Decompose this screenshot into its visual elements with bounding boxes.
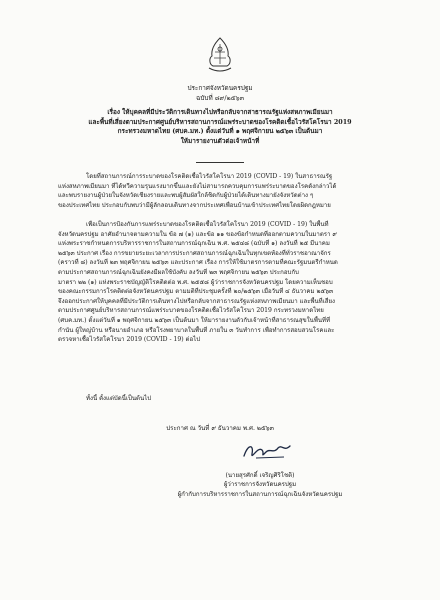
subject-line: กระทรวงมหาดไทย (ศบค.มท.) ตั้งแต่วันที่ ๑ พฤศจิกายน ๒๕๖๓ เป็นต้นมา bbox=[117, 127, 323, 136]
text-line: และพบรายงานผู้ป่วยในจังหวัดเชียงรายและพบผู้สัมผัสใกล้ชิดกับผู้ป่วยได้เดินทางมายังจังหวัดต่าง ๆ bbox=[58, 192, 314, 200]
text-line: โดยที่สถานการณ์การระบาดของโรคติดเชื้อไวรัสโคโรนา 2019 (COVID - 19) ในสาธารณรัฐ bbox=[86, 173, 333, 180]
text-line: ของประเทศไทย ประกอบกับพบว่ามีผู้ลักลอบเดินทางจากประเทศเพื่อนบ้านเข้าประเทศไทยโดยผิดกฎหมาย bbox=[58, 201, 331, 209]
signatory-block bbox=[0, 471, 440, 499]
text-line: ๒๕๖๓ ประกาศ เรื่อง การขยายระยะเวลาการประกาศสถานการณ์ฉุกเฉินในทุกเขตท้องที่ทั่วราชอาณาจักร bbox=[58, 249, 331, 257]
signatory-title: ผู้ว่าราชการจังหวัดนครปฐม bbox=[223, 481, 297, 489]
text-line: จึงออกประกาศให้บุคคลที่มีประวัติการเดินทางไปหรือกลับจากสาธารณรัฐแห่งสหภาพเมียนมา และพื้นที่เสี่ยง bbox=[58, 297, 336, 305]
divider-rule bbox=[196, 162, 244, 163]
subject-line: เรื่อง ให้บุคคลที่มีประวัติการเดินทางไปหรือกลับจากสาธารณรัฐแห่งสหภาพเมียนมา bbox=[107, 108, 333, 116]
issue-date: ประกาศ ณ วันที่ ๙ ธันวาคม พ.ศ. ๒๕๖๓ bbox=[166, 425, 274, 432]
text-line: ตามประกาศศูนย์บริหารสถานการณ์แพร่ระบาดของโรคติดเชื้อไวรัสโคโรนา 2019 กระทรวงมหาดไทย bbox=[58, 307, 324, 315]
issuer-heading: ประกาศจังหวัดนครปฐม bbox=[187, 84, 253, 92]
subject-block bbox=[60, 108, 380, 146]
text-line: แห่งพระราชกำหนดการบริหารราชการในสถานการณ์ฉุกเฉิน พ.ศ. ๒๕๔๘ (ฉบับที่ ๑) ลงวันที่ ๒๕ มีนาคม bbox=[58, 240, 330, 248]
handwritten-signature bbox=[238, 438, 298, 464]
text-line: (ศบค.มท.) ตั้งแต่วันที่ ๑ พฤศจิกายน ๒๕๖๓ เป็นต้นมา ให้มารายงานตัวกับเจ้าหน้าที่สาธารณสุขในพื้นที่ที่ bbox=[58, 316, 331, 324]
paragraph-3 bbox=[58, 394, 386, 404]
announcement-number: ฉบับที่ ๘๙/๒๕๖๓ bbox=[196, 94, 244, 102]
text-line: เพื่อเป็นการป้องกันการแพร่ระบาดของโรคติดเชื้อไวรัสโคโรนา 2019 (COVID - 19) ในพื้นที่ bbox=[86, 221, 329, 228]
paragraph-2 bbox=[58, 220, 386, 345]
subject-line: ให้มารายงานตัวต่อเจ้าหน้าที่ bbox=[180, 136, 260, 145]
text-line: จังหวัดนครปฐม อาศัยอำนาจตามความใน ข้อ ๗ (๑) และข้อ ๑๑ ของข้อกำหนดที่ออกตามความในมาตรา ๙ bbox=[58, 230, 337, 238]
text-line: กำนัน ผู้ใหญ่บ้าน หรือนายอำเภอ หรือโรงพยาบาลในพื้นที่ ภายใน ๓ วันทำการ เพื่อทำการสอบสวนโรคและ bbox=[58, 326, 335, 334]
signatory-title: ผู้กำกับการบริหารราชการในสถานการณ์ฉุกเฉินจังหวัดนครปฐม bbox=[177, 490, 343, 498]
signatory-name: (นายสุรศักดิ์ เจริญศิริโชติ) bbox=[225, 472, 295, 479]
provincial-seal-emblem bbox=[203, 36, 237, 76]
text-line: (คราวที่ ๘) ลงวันที่ ๒๓ พฤศจิกายน ๒๕๖๓ และประกาศ เรื่อง การให้ใช้มาตรการตามที่คณะรัฐมนตรีกำหนด bbox=[58, 259, 338, 267]
text-line: ทั้งนี้ ตั้งแต่บัดนี้เป็นต้นไป bbox=[86, 395, 152, 402]
text-line: ของคณะกรรมการโรคติดต่อจังหวัดนครปฐม ตามมติที่ประชุมครั้งที่ ๒๐/๒๕๖๓ เมื่อวันที่ ๔ ธันวาคม ๒๕๖๓ bbox=[58, 288, 334, 296]
text-line: แห่งสหภาพเมียนมา ที่ได้ทวีความรุนแรงมากขึ้นและยังไม่สามารถควบคุมการแพร่ระบาดของโรคดังกล่าวได้ bbox=[58, 182, 337, 190]
subject-line: และพื้นที่เสี่ยงตามประกาศศูนย์บริหารสถานการณ์แพร่ระบาดของโรคติดเชื้อไวรัสโคโรนา 2019 bbox=[88, 117, 352, 126]
text-line: มาตรา ๒๒ (๑) แห่งพระราชบัญญัติโรคติดต่อ พ.ศ. ๒๕๕๘ ผู้ว่าราชการจังหวัดนครปฐม โดยความเห็นชอบ bbox=[58, 278, 333, 286]
paragraph-1 bbox=[58, 172, 386, 210]
text-line: ตามประกาศสถานการณ์ฉุกเฉินยังคงมีผลใช้บังคับ ลงวันที่ ๒๓ พฤศจิกายน ๒๕๖๓ ประกอบกับ bbox=[58, 268, 299, 276]
text-line: ตรวจหาเชื้อไวรัสโคโรนา 2019 (COVID - 19) ต่อไป bbox=[58, 336, 201, 344]
